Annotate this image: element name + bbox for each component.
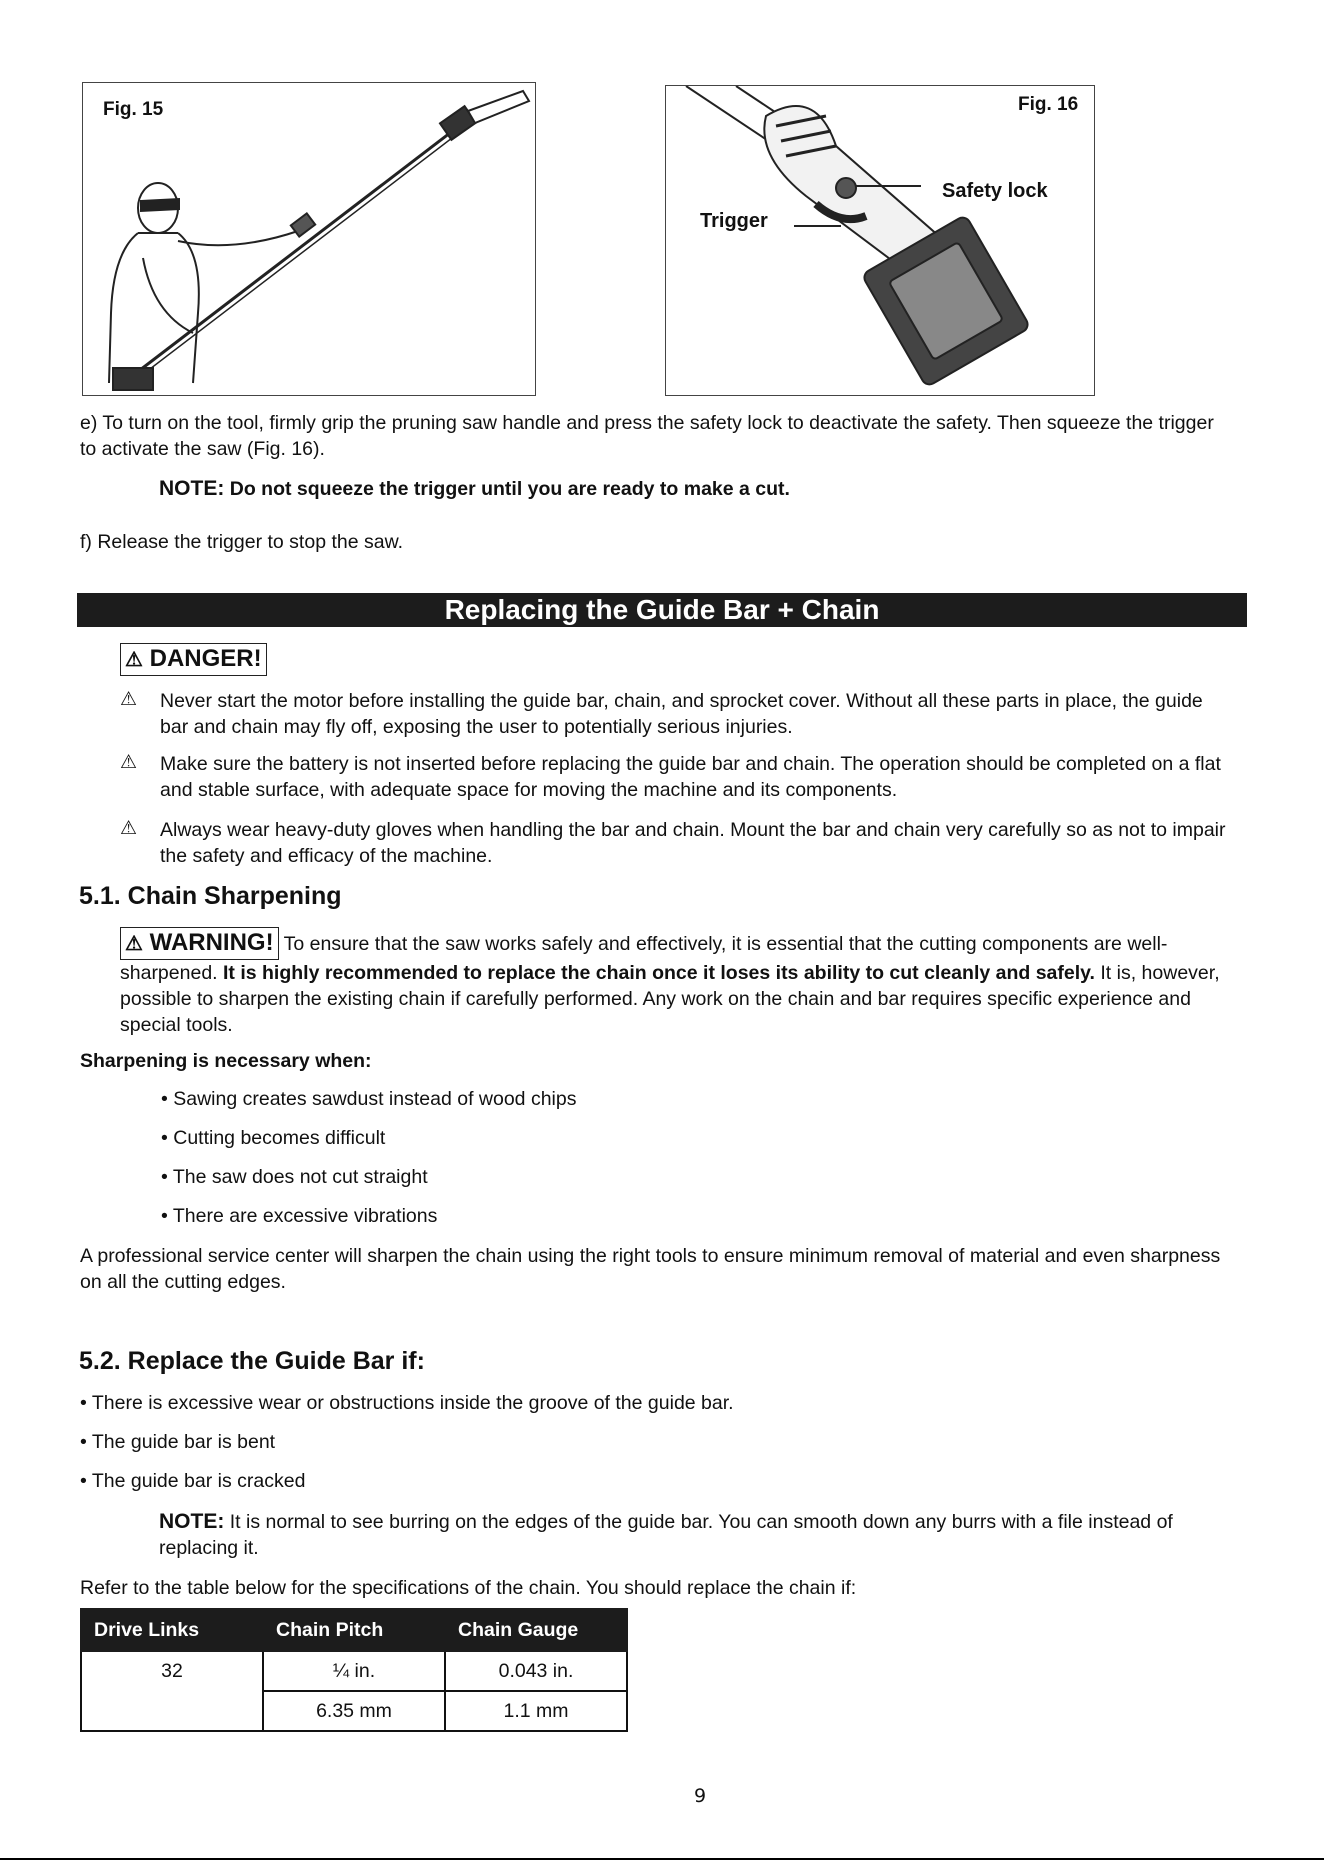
list-item: • The saw does not cut straight [161, 1166, 428, 1188]
page-number: 9 [694, 1785, 707, 1807]
warning-label: WARNING! [149, 929, 274, 956]
warning-triangle-icon: ⚠ [120, 818, 138, 839]
table-header: Chain Pitch [263, 1609, 445, 1651]
chain-spec-table [80, 1608, 628, 1732]
note-label: NOTE: [159, 477, 225, 500]
warning-triangle-icon: ⚠ [125, 649, 143, 671]
figure-16-label: Fig. 16 [1018, 94, 1079, 115]
guide-bar-note [159, 1509, 1229, 1561]
chain-sharpening-heading: 5.1. Chain Sharpening [79, 882, 342, 910]
danger-item-text: Always wear heavy-duty gloves when handling the bar and chain. Mount the bar and chain very carefully so as not to impair the safety and efficacy of the machine. [160, 819, 1226, 867]
danger-item [120, 817, 1230, 869]
refer-paragraph: Refer to the table below for the specifications of the chain. You should replace the chain if: [80, 1577, 857, 1599]
figure-16 [665, 85, 1095, 396]
danger-tag [120, 643, 267, 676]
warning-text-2: It is, however, possible to sharpen the existing chain if carefully performed. Any work on the chain and bar requires specific experience and special tools. [120, 962, 1220, 1036]
table-row [81, 1651, 627, 1691]
handle-closeup-illustration [666, 86, 1094, 395]
page-bottom-rule [0, 1858, 1324, 1860]
warning-tag [120, 927, 279, 960]
table-header: Chain Gauge [445, 1609, 627, 1651]
safety-lock-callout: Safety lock [942, 180, 1048, 202]
list-item: • There are excessive vibrations [161, 1205, 438, 1227]
danger-item [120, 688, 1230, 740]
drive-links-value: 32 [161, 1660, 183, 1682]
list-item: • Sawing creates sawdust instead of wood chips [161, 1088, 577, 1110]
warning-triangle-icon: ⚠ [125, 933, 143, 955]
pitch-in-cell: ¼ in. [263, 1651, 445, 1691]
list-item: • The guide bar is bent [80, 1431, 276, 1453]
list-item: • The guide bar is cracked [80, 1470, 306, 1492]
danger-item-text: Make sure the battery is not inserted before replacing the guide bar and chain. The operation should be completed on a flat and stable surface, with adequate space for moving the machine and its components. [160, 753, 1221, 801]
guide-bar-heading: 5.2. Replace the Guide Bar if: [79, 1347, 425, 1375]
pole-saw-operator-illustration [83, 83, 535, 395]
gauge-mm-cell: 1.1 mm [445, 1691, 627, 1731]
sharpening-necessary-label: Sharpening is necessary when: [80, 1050, 372, 1072]
section-title: Replacing the Guide Bar + Chain [77, 593, 1247, 627]
gauge-in-cell: 0.043 in. [445, 1651, 627, 1691]
note-text: It is normal to see burring on the edges of the guide bar. You can smooth down any burrs with a file instead of replacing it. [159, 1511, 1173, 1559]
paragraph-e: e) To turn on the tool, firmly grip the pruning saw handle and press the safety lock to deactivate the safety. Then squeeze the trigger to activate the saw (Fig. 16). [80, 412, 1214, 460]
danger-item-text: Never start the motor before installing the guide bar, chain, and sprocket cover. Without all these parts in place, the guide bar and chain may fly off, exposing the user to potentially serious injuries. [160, 690, 1203, 738]
note-text: Do not squeeze the trigger until you are ready to make a cut. [229, 478, 790, 500]
danger-label: DANGER! [149, 645, 262, 672]
operation-note [159, 476, 1219, 502]
warning-paragraph [120, 927, 1240, 1038]
note-label: NOTE: [159, 1510, 225, 1533]
trigger-callout: Trigger [700, 210, 768, 232]
table-header-row [81, 1609, 627, 1651]
figure-15-label: Fig. 15 [103, 99, 164, 120]
warning-bold-text: It is highly recommended to replace the chain once it loses its ability to cut cleanly and safely. [223, 962, 1095, 984]
danger-item [120, 751, 1230, 803]
list-item: • Cutting becomes difficult [161, 1127, 386, 1149]
warning-text-1: To ensure that the saw works safely and effectively, it is essential that the cutting components are well-sharpened. [120, 933, 1168, 984]
warning-triangle-icon: ⚠ [120, 752, 138, 773]
list-item: • There is excessive wear or obstructions inside the groove of the guide bar. [80, 1392, 734, 1414]
table-header: Drive Links [81, 1609, 263, 1651]
figure-15 [82, 82, 536, 396]
pitch-mm-cell: 6.35 mm [263, 1691, 445, 1731]
paragraph-f: f) Release the trigger to stop the saw. [80, 531, 404, 553]
drive-links-cell [81, 1651, 263, 1731]
warning-triangle-icon: ⚠ [120, 689, 138, 710]
service-center-paragraph: A professional service center will sharpen the chain using the right tools to ensure minimum removal of material and even sharpness on all the cutting edges. [80, 1245, 1221, 1293]
